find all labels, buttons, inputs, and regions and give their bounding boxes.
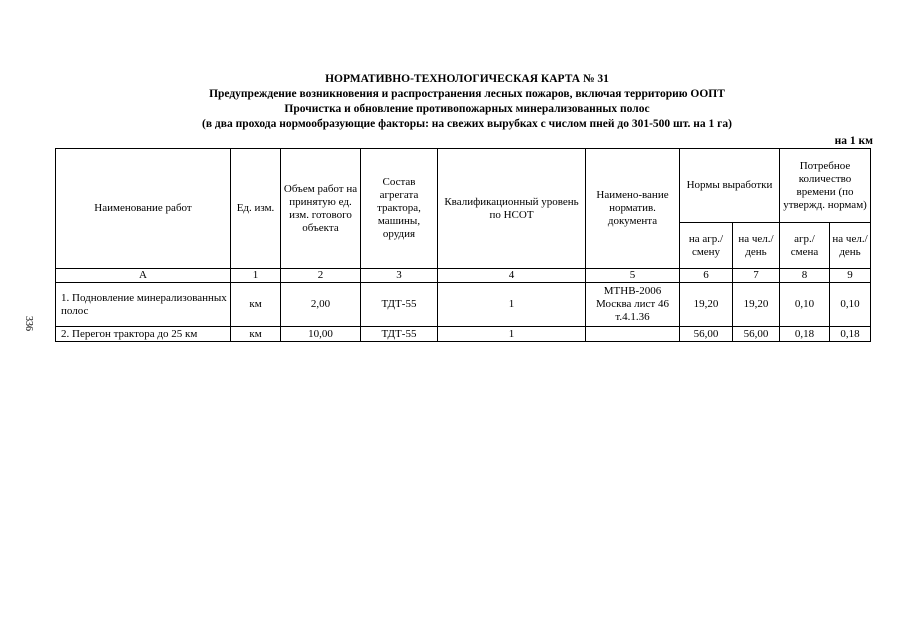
cell-composition: ТДТ-55 (361, 283, 438, 327)
header-volume: Объем работ на принятую ед. изм. готового объекта (281, 149, 361, 269)
column-number: 2 (281, 269, 361, 283)
cell-unit-shift: 0,18 (780, 327, 830, 342)
column-number: 7 (733, 269, 780, 283)
page-number: 336 (23, 316, 34, 331)
column-number: 5 (586, 269, 680, 283)
document-title: НОРМАТИВНО-ТЕХНОЛОГИЧЕСКАЯ КАРТА № 31 (325, 73, 609, 85)
cell-per-unit-shift: 56,00 (680, 327, 733, 342)
column-number: А (56, 269, 231, 283)
cell-per-worker-day: 56,00 (733, 327, 780, 342)
header-per-unit-shift: на агр./ смену (680, 223, 733, 269)
table-row (56, 327, 871, 342)
header-unit: Ед. изм. (231, 149, 281, 269)
document-title-block (0, 72, 904, 132)
header-unit-shift: агр./ смена (780, 223, 830, 269)
cell-unit: км (231, 327, 281, 342)
column-number: 3 (361, 269, 438, 283)
cell-volume: 10,00 (281, 327, 361, 342)
column-number: 1 (231, 269, 281, 283)
header-worker-day: на чел./ день (830, 223, 871, 269)
document-subtitle-1: Предупреждение возникновения и распространения лесных пожаров, включая территорию ООПТ (209, 88, 725, 100)
column-number: 8 (780, 269, 830, 283)
header-qualification: Квалификационный уровень по НСОТ (438, 149, 586, 269)
document-subtitle-3: (в два прохода нормообразующие факторы: на свежих вырубках с числом пней до 301-500 шт. на 1 га) (202, 118, 732, 130)
header-name: Наименование работ (56, 149, 231, 269)
unit-label: на 1 км (834, 135, 873, 147)
cell-worker-day: 0,18 (830, 327, 871, 342)
cell-per-unit-shift: 19,20 (680, 283, 733, 327)
column-number: 6 (680, 269, 733, 283)
cell-composition: ТДТ-55 (361, 327, 438, 342)
cell-unit: км (231, 283, 281, 327)
document-subtitle-2: Прочистка и обновление противопожарных минерализованных полос (284, 103, 650, 115)
header-document: Наимено-вание норматив. документа (586, 149, 680, 269)
cell-qualification: 1 (438, 283, 586, 327)
column-number: 9 (830, 269, 871, 283)
norm-table (55, 148, 871, 342)
cell-document: МТНВ-2006 Москва лист 46 т.4.1.36 (586, 283, 680, 327)
cell-document (586, 327, 680, 342)
column-number: 4 (438, 269, 586, 283)
header-composition: Состав агрегата трактора, машины, орудия (361, 149, 438, 269)
header-per-worker-day: на чел./ день (733, 223, 780, 269)
table-row (56, 283, 871, 327)
cell-worker-day: 0,10 (830, 283, 871, 327)
cell-name: 1. Подновление минерализованных полос (56, 283, 231, 327)
cell-per-worker-day: 19,20 (733, 283, 780, 327)
cell-qualification: 1 (438, 327, 586, 342)
cell-volume: 2,00 (281, 283, 361, 327)
column-number-row (56, 269, 871, 283)
header-time-required: Потребное количество времени (по утвержд. нормам) (780, 149, 871, 223)
cell-name: 2. Перегон трактора до 25 км (56, 327, 231, 342)
header-output-norms: Нормы выработки (680, 149, 780, 223)
cell-unit-shift: 0,10 (780, 283, 830, 327)
header-row-1 (56, 149, 871, 223)
